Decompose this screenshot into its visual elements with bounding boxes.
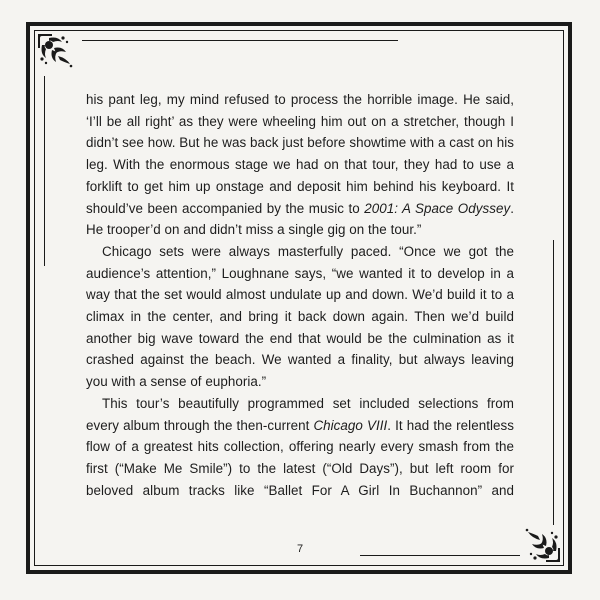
text-run: . He trooper’d on and didn’t miss a single gig on the tour.” <box>86 200 514 238</box>
top-rule <box>82 40 398 41</box>
ornament-flourish-icon <box>516 518 562 564</box>
left-rule <box>44 76 45 266</box>
text-run: . It had the relentless flow of a greatest hits collection, offering nearly every smash from the first (“Make Me Smile”) to the latest (“Old Days”), but left room for beloved album tracks like “Ballet For A Girl In Buchannon” and <box>86 417 514 498</box>
ornament-flourish-icon <box>36 32 82 78</box>
italic-title: 2001: A Space Odyssey <box>364 200 511 216</box>
text-run: This tour’s beautifully programmed set included selections from every album through the then-current <box>86 395 514 433</box>
paragraph <box>86 89 514 241</box>
text-run: his pant leg, my mind refused to process the horrible image. He said, ‘I’ll be all right’ as they were wheeling him out on a stretcher, though I didn’t see how. But he was back just before showtime with a cast on his leg. With the enormous stage we had on that tour, they had to use a forklift to get him up onstage and deposit him behind his keyboard. It should’ve been accompanied by the music to <box>86 92 514 216</box>
italic-title: Chicago VIII <box>313 417 388 433</box>
right-rule <box>553 240 554 525</box>
bottom-rule <box>360 555 520 556</box>
paragraph <box>86 241 514 393</box>
paragraph <box>86 393 514 502</box>
text-run: Chicago sets were always masterfully paced. “Once we got the audience’s attention,” Loughnane says, “we wanted it to develop in a way that the set would almost undulate up and down. We’d build it to a climax in the center, and bring it back down again. Then we’d build another big wave toward the end that would be the culmination as it crashed against the beach. We wanted a finality, but always leaving you with a sense of euphoria.” <box>86 243 514 390</box>
page-number: 7 <box>296 543 304 555</box>
body-text <box>86 89 514 501</box>
